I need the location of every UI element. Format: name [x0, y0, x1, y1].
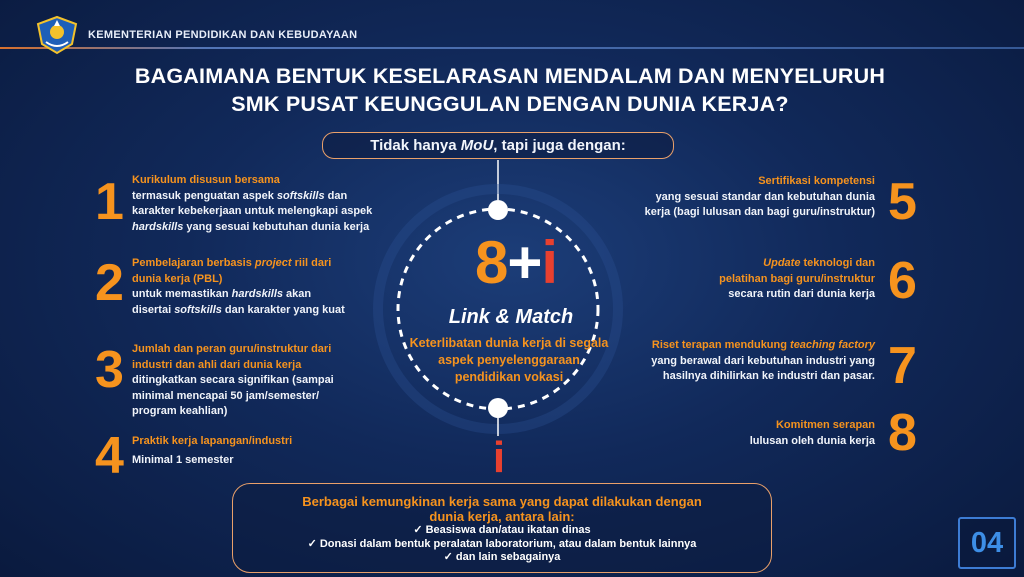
subtitle-post: , tapi juga dengan:: [493, 137, 626, 154]
item-5-text: [600, 174, 875, 221]
item-2-line-2: dunia kerja (PBL): [132, 272, 223, 285]
item-6-number: 6: [888, 252, 917, 310]
item-6-line-1b: teknologi dan: [800, 257, 875, 269]
bottom-i-mark: i: [492, 433, 506, 482]
page-number: 04: [958, 517, 1016, 569]
item-7-text: [600, 338, 875, 385]
item-8-number: 8: [888, 404, 917, 462]
item-3-line-3: ditingkatkan secara signifikan (sampai: [132, 374, 334, 386]
center-description: [384, 335, 634, 386]
center-desc-line-3: pendidikan vokasi: [454, 370, 564, 384]
subtitle-pre: Tidak hanya: [370, 137, 461, 154]
item-7-line-1b: teaching factory: [790, 339, 875, 351]
lead-line-2: dunia kerja, antara lain:: [429, 509, 575, 524]
item-1-line-1: Kurikulum disusun bersama: [132, 174, 280, 186]
item-4-number: 4: [95, 427, 124, 485]
eight-plus-i: [436, 228, 596, 297]
title-line-2: SMK PUSAT KEUNGGULAN DENGAN DUNIA KERJA?: [231, 92, 789, 116]
ring-node-bottom: [488, 398, 508, 418]
cooperation-lead: [233, 494, 771, 524]
item-5-line-3: kerja (bagi lulusan dan bagi guru/instruktur): [644, 206, 875, 218]
item-5-line-1: Sertifikasi kompetensi: [758, 175, 875, 187]
item-1-line-2b: softskills: [276, 189, 325, 202]
ministry-name: KEMENTERIAN PENDIDIKAN DAN KEBUDAYAAN: [88, 29, 358, 41]
item-2-line-4c: dan karakter yang kuat: [221, 303, 345, 316]
item-1-line-3: karakter kebekerjaan untuk melengkapi aspek: [132, 205, 373, 217]
item-1-line-2a: termasuk penguatan aspek: [132, 189, 277, 202]
item-6-text: [600, 256, 875, 303]
cooperation-bullet-2: ✓ Donasi dalam bentuk peralatan laboratorium, atau dalam bentuk lainnya: [307, 537, 697, 550]
item-8-line-1: Komitmen serapan: [775, 419, 875, 431]
center-desc-line-2: aspek penyelenggaraan: [438, 353, 580, 367]
item-5-number: 5: [888, 173, 917, 231]
item-2-number: 2: [95, 254, 124, 312]
cooperation-bullet-3: ✓ dan lain sebagainya: [443, 551, 561, 563]
link-match-label: Link & Match: [448, 306, 574, 328]
item-7-line-3: hasilnya dihilirkan ke industri dan pasar.: [662, 370, 875, 382]
item-2-line-4a: disertai: [132, 303, 175, 316]
item-4-text: [132, 434, 382, 468]
item-3-text: [132, 342, 382, 420]
cooperation-box: [232, 483, 772, 573]
item-2-line-4b: softskills: [174, 303, 222, 316]
item-6-line-2: pelatihan bagi guru/instruktur: [719, 272, 875, 285]
cooperation-bullet-1: ✓ Beasiswa dan/atau ikatan dinas: [413, 524, 591, 536]
item-7-line-2: yang berawal dari kebutuhan industri yang: [651, 354, 875, 367]
item-1-line-2c: dan: [324, 189, 348, 202]
item-3-line-5: program keahlian): [132, 405, 228, 417]
item-2-line-3b: hardskills: [231, 288, 283, 300]
item-3-line-1: Jumlah dan peran guru/instruktur dari: [132, 343, 332, 355]
lead-line-1: Berbagai kemungkinan kerja sama yang dapat dilakukan dengan: [302, 494, 702, 509]
center-desc-line-1: Keterlibatan dunia kerja di segala: [409, 336, 609, 350]
big-eight: 8: [474, 229, 508, 296]
big-plus: +: [507, 229, 542, 296]
item-6-line-3: secara rutin dari dunia kerja: [728, 288, 875, 300]
item-3-number: 3: [95, 341, 124, 399]
item-1-line-4a: hardskills: [132, 220, 184, 233]
item-2-text: [132, 256, 382, 318]
ring-node-top: [488, 200, 508, 220]
big-i: i: [541, 229, 558, 296]
item-8-text: [600, 418, 875, 449]
title-line-1: BAGAIMANA BENTUK KESELARASAN MENDALAM DAN MENYELURUH: [134, 64, 886, 88]
item-6-line-1a: Update: [763, 257, 801, 269]
item-2-line-1b: project: [254, 257, 292, 269]
item-1-number: 1: [95, 173, 124, 231]
item-7-number: 7: [888, 337, 917, 395]
item-1-text: [132, 173, 382, 235]
item-2-line-3a: untuk memastikan: [132, 288, 232, 300]
item-3-line-2: industri dan ahli dari dunia kerja: [132, 358, 302, 371]
item-7-line-1a: Riset terapan mendukung: [651, 339, 791, 351]
item-1-line-4b: yang sesuai kebutuhan dunia kerja: [183, 220, 370, 233]
item-3-line-4: minimal mencapai 50 jam/semester/: [132, 389, 320, 402]
item-4-line-2: Minimal 1 semester: [132, 453, 234, 466]
item-2-line-1c: riil dari: [291, 257, 332, 269]
item-8-line-2: lulusan oleh dunia kerja: [749, 434, 875, 447]
item-5-line-2: yang sesuai standar dan kebutuhan dunia: [655, 190, 875, 203]
item-2-line-1a: Pembelajaran berbasis: [132, 257, 255, 269]
subtitle-mou: MoU: [460, 137, 494, 154]
item-2-line-3c: akan: [283, 288, 312, 300]
item-4-line-1: Praktik kerja lapangan/industri: [132, 435, 293, 447]
